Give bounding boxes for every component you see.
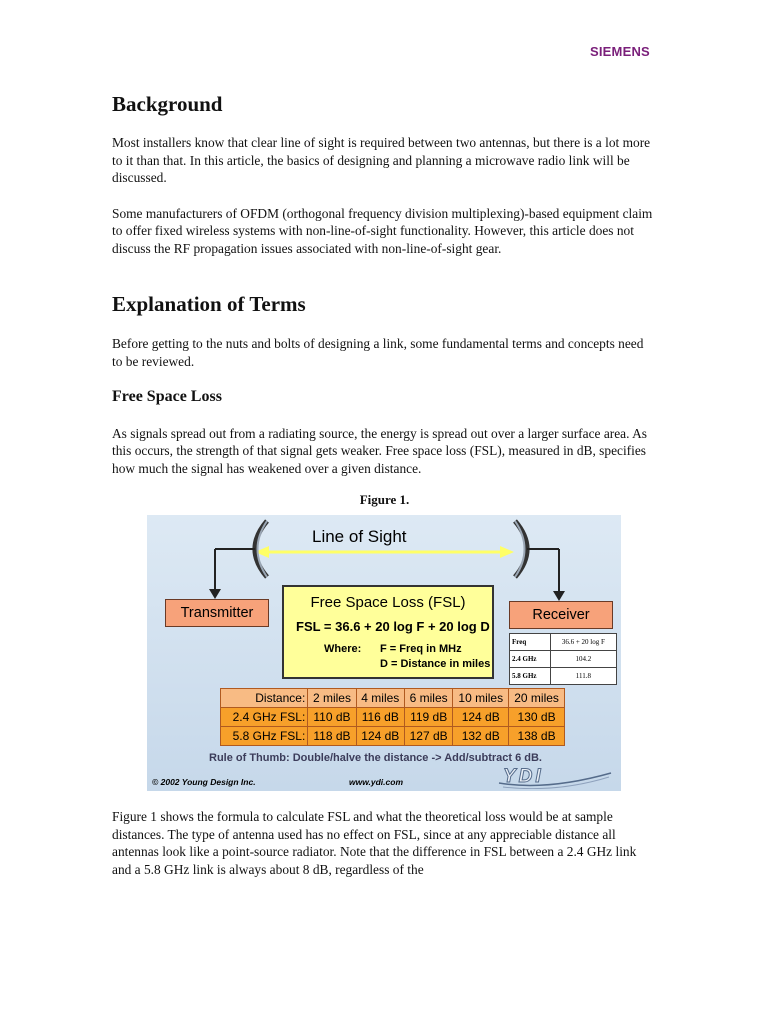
paragraph-background-1: Most installers know that clear line of sight is required between two antennas, but there is a lot more to it than that. In this article, the basics of designing and planning a microwave radio link will be discussed. xyxy=(112,135,651,186)
table-cell: 116 dB xyxy=(356,708,404,727)
paragraph-background-2: Some manufacturers of OFDM (orthogonal frequency division multiplexing)-based equipment claim to offer fixed wireless systems with non-line-of-sight functionality. However, this article does not discuss the RF propagation issues associated with non-line-of-sight gear. xyxy=(112,205,653,256)
fsl-where-frequency: F = Freq in MHz xyxy=(380,643,462,656)
copyright-text: © 2002 Young Design Inc. xyxy=(152,777,256,788)
table-cell: 119 dB xyxy=(404,708,452,727)
table-cell: Freq xyxy=(510,634,551,651)
table-cell: 132 dB xyxy=(453,727,509,746)
table-cell: 127 dB xyxy=(404,727,452,746)
fsl-where-distance: D = Distance in miles xyxy=(380,658,491,671)
table-cell: Distance: xyxy=(221,689,308,708)
table-row xyxy=(510,651,617,668)
heading-explanation-of-terms: Explanation of Terms xyxy=(112,292,306,317)
table-row xyxy=(221,708,565,727)
paragraph-fsl-1: As signals spread out from a radiating source, the energy is spread out over a larger surface area. As this occurs, the strength of that signal gets weaker. Free space loss (FSL), measured in dB, specifies how much the signal has weakened over a given distance. xyxy=(112,425,647,476)
table-cell: 20 miles xyxy=(509,689,565,708)
fsl-formula-box xyxy=(282,585,494,679)
paragraph-terms-1: Before getting to the nuts and bolts of designing a link, some fundamental terms and concepts need to be reviewed. xyxy=(112,336,644,369)
table-row xyxy=(510,634,617,651)
table-cell: 10 miles xyxy=(453,689,509,708)
table-cell: 138 dB xyxy=(509,727,565,746)
receiver-box: Receiver xyxy=(509,601,613,629)
figure-caption: Figure 1. xyxy=(359,492,410,508)
frequency-table xyxy=(509,633,617,685)
table-row xyxy=(221,727,565,746)
table-cell: 104.2 xyxy=(550,651,616,668)
table-cell: 4 miles xyxy=(356,689,404,708)
table-cell: 130 dB xyxy=(509,708,565,727)
website-text: www.ydi.com xyxy=(349,777,404,788)
ydi-logo: YDI xyxy=(503,766,544,788)
table-cell: 111.8 xyxy=(550,668,616,685)
receiver-dish-icon xyxy=(515,521,565,601)
table-row xyxy=(510,668,617,685)
table-cell: 2 miles xyxy=(308,689,356,708)
table-cell: 124 dB xyxy=(453,708,509,727)
table-cell: 5.8 GHz xyxy=(510,668,551,685)
fsl-formula: FSL = 36.6 + 20 log F + 20 log D xyxy=(296,619,490,635)
heading-background: Background xyxy=(112,92,223,116)
table-cell: 2.4 GHz xyxy=(510,651,551,668)
heading-free-space-loss: Free Space Loss xyxy=(112,388,222,406)
table-cell: 5.8 GHz FSL: xyxy=(221,727,308,746)
figure-line-of-sight-diagram xyxy=(147,515,621,791)
brand-logo-text: SIEMENS xyxy=(590,44,650,59)
paragraph-fsl-2: Figure 1 shows the formula to calculate FSL and what the theoretical loss would be at sample distances. The type of antenna used has no effect on FSL, since at any appreciable distance all antennas look like a point-source radiator. Note that the difference in FSL between a 2.4 GHz link and a 5.8 GHz link is always about 8 dB, regardless of the xyxy=(112,809,637,877)
fsl-where-label: Where: xyxy=(324,643,362,656)
table-cell: 2.4 GHz FSL: xyxy=(221,708,308,727)
rule-of-thumb: Rule of Thumb: Double/halve the distance -> Add/subtract 6 dB. xyxy=(209,752,542,765)
fsl-title: Free Space Loss (FSL) xyxy=(310,594,466,612)
table-row xyxy=(221,689,565,708)
line-of-sight-label: Line of Sight xyxy=(312,527,407,547)
transmitter-dish-icon xyxy=(209,521,267,599)
table-cell: 6 miles xyxy=(404,689,452,708)
transmitter-box: Transmitter xyxy=(165,599,269,627)
table-cell: 36.6 + 20 log F xyxy=(550,634,616,651)
table-cell: 110 dB xyxy=(308,708,356,727)
document-body xyxy=(112,90,657,878)
distance-loss-table xyxy=(220,688,565,746)
table-cell: 124 dB xyxy=(356,727,404,746)
table-cell: 118 dB xyxy=(308,727,356,746)
line-of-sight-arrow xyxy=(255,546,514,558)
